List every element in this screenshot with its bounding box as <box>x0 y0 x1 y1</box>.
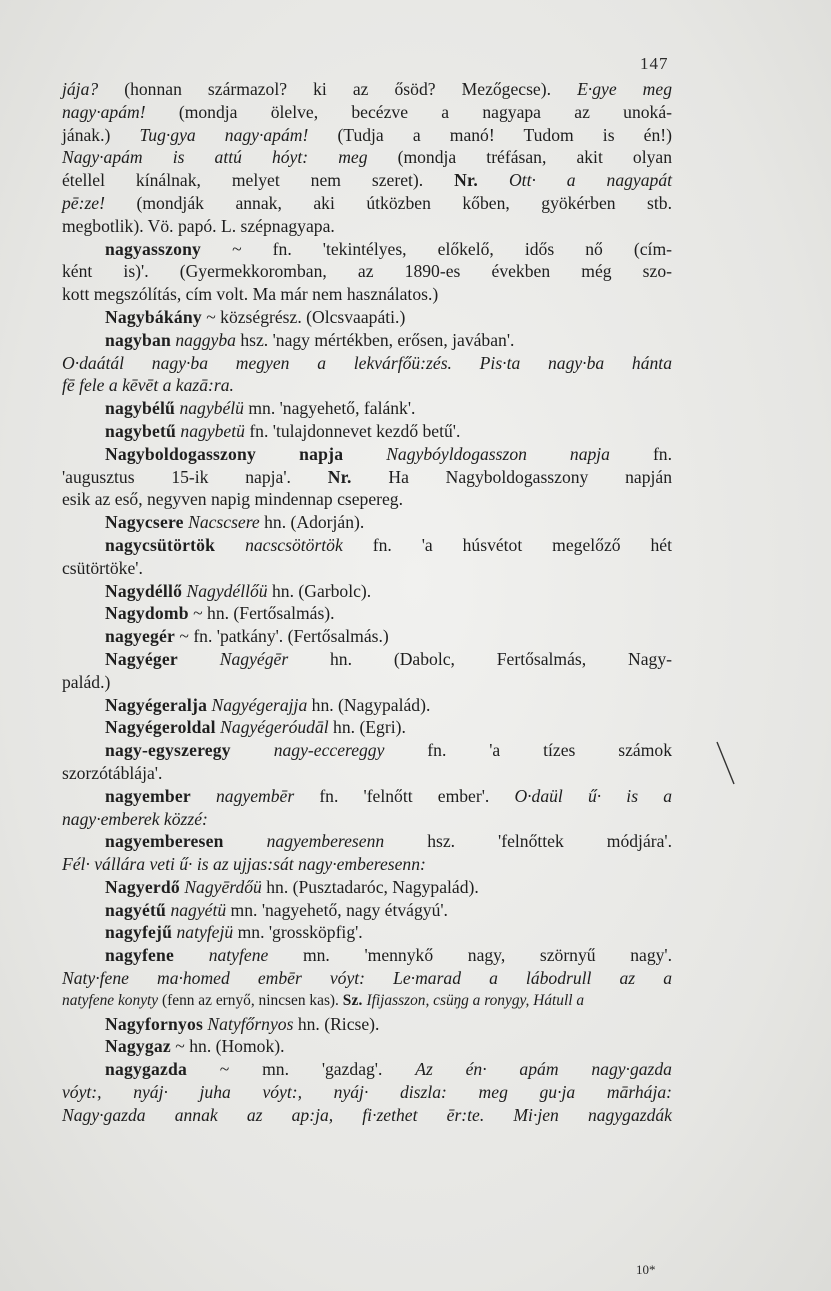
dialect-form: Ifijasszon, csüŋg a ronygy, Hátull a <box>366 991 585 1009</box>
text-segment <box>215 535 245 555</box>
dialect-form: nagyemberesenn <box>266 831 385 852</box>
text-segment: ~ fn. 'patkány'. (Fertősalmás.) <box>175 626 389 647</box>
headword: nagy-egyszeregy <box>105 740 231 761</box>
dialect-form: O·daül ű· is a <box>514 785 672 806</box>
text-segment: hn. (Nagypalád). <box>307 694 431 715</box>
text-segment: hn. (Egri). <box>328 717 406 738</box>
text-segment: mn. 'mennykő nagy, szörnyű nagy'. <box>268 945 672 966</box>
text-segment: mn. 'nagyehető, falánk'. <box>243 398 416 419</box>
headword: nagygazda <box>105 1059 187 1080</box>
entry-headline <box>62 329 672 352</box>
dialect-form: Tug·gya nagy·apám! <box>139 124 309 145</box>
text-line <box>62 762 672 785</box>
dialect-form: E·gye meg <box>577 79 672 99</box>
text-segment: fn. <box>609 443 672 464</box>
text-segment: Ha Nagyboldogasszony napján <box>351 466 673 487</box>
headword: Nagybákány <box>105 306 202 327</box>
dialect-form: Nagydéllőü <box>186 580 268 601</box>
entry-headline <box>62 306 672 329</box>
example-line <box>62 967 672 990</box>
dialect-form: nagy-eccereggy <box>273 740 385 761</box>
text-segment: (mondják annak, aki útközben kőben, gyökérben stb. <box>104 192 672 213</box>
dialect-form: Nagy·apám is attú hóyt: meg <box>62 147 368 168</box>
text-segment: ként is)'. (Gyermekkoromban, az 1890-es években még szo- <box>62 261 672 282</box>
headword: Nagyégeralja <box>105 694 208 715</box>
dialect-form: Nagyégerajja <box>211 694 308 715</box>
page-number: 147 <box>640 54 669 73</box>
dialect-form: Nagyégeróudāl <box>220 717 329 738</box>
headword: Nr. <box>327 466 352 487</box>
dialect-form: vóyt:, nyáj· juha vóyt:, nyáj· diszla: meg gu·ja mārhája: <box>62 1082 672 1103</box>
text-segment <box>224 831 267 851</box>
text-segment: fn. 'felnőtt ember'. <box>294 785 515 806</box>
entry-headline <box>62 602 672 625</box>
text-line <box>62 146 672 169</box>
text-segment: (mondja tréfásan, akit olyan <box>367 147 672 168</box>
headword: Sz. <box>342 991 363 1009</box>
margin-pencil-mark <box>714 740 738 786</box>
dialect-form: Nacscsere <box>188 512 260 533</box>
dialect-form: natyfejü <box>176 922 234 943</box>
entry-headline <box>62 1013 672 1036</box>
text-segment <box>231 740 274 760</box>
entry-headline <box>62 785 672 808</box>
headword: nagyasszony <box>105 238 202 259</box>
entry-headline <box>62 580 672 603</box>
text-segment: ~ hn. (Homok). <box>170 1036 285 1057</box>
headword: Nagycsere <box>105 512 184 533</box>
dialect-form: Naty·fene ma·homed embēr vóyt: Le·marad a lábodrull az a <box>62 968 672 989</box>
text-segment: hn. (Adorján). <box>259 512 365 533</box>
headword: Nagyfornyos <box>105 1013 203 1034</box>
dialect-form: Nagy·gazda annak az ap:ja, fi·zethet ēr:te. Mi·jen nagygazdák <box>62 1104 672 1125</box>
text-line <box>62 124 672 147</box>
entry-headline <box>62 625 672 648</box>
text-segment: hn. (Garbolc). <box>267 580 372 601</box>
text-line <box>62 169 672 192</box>
text-segment <box>343 444 386 464</box>
text-segment <box>178 649 220 669</box>
text-segment: fn. 'tulajdonnevet kezdő betű'. <box>244 420 461 441</box>
dialect-form: Nagyērdőü <box>184 876 262 897</box>
text-segment: ~ hn. (Fertősalmás). <box>188 603 335 624</box>
headword: Nagyboldogasszony napja <box>105 443 344 464</box>
text-segment <box>478 170 509 190</box>
text-line <box>62 101 672 124</box>
example-line <box>62 1081 672 1104</box>
entry-headline <box>62 443 672 466</box>
example-line <box>62 808 672 831</box>
dialect-form: natyfene <box>208 945 269 966</box>
text-segment: ~ községrész. (Olcsvaapáti.) <box>201 306 406 327</box>
headword: Nagydomb <box>105 603 189 624</box>
entry-headline <box>62 921 672 944</box>
headword: nagyfene <box>105 945 175 966</box>
text-segment: palád.) <box>62 671 111 692</box>
dialect-form: fē fele a kēvēt a kazā:ra. <box>62 375 234 396</box>
dialect-form: nacscsötörtök <box>245 534 343 555</box>
text-segment: hn. (Dabolc, Fertősalmás, Nagy- <box>288 648 672 669</box>
text-segment: hn. (Ricse). <box>293 1013 380 1034</box>
headword: nagybetű <box>105 420 177 441</box>
entry-headline <box>62 648 672 671</box>
dialect-form: pē:ze! <box>62 192 105 213</box>
text-segment: csütörtöke'. <box>62 557 143 578</box>
entry-headline <box>62 716 672 739</box>
headword: Nagydéllő <box>105 580 183 601</box>
dialect-form: Natyfőrnyos <box>207 1013 294 1034</box>
text-line <box>62 215 672 238</box>
text-segment: ~ fn. 'tekintélyes, előkelő, idős nő (cím- <box>201 238 672 259</box>
dialect-form: nagy·apám! <box>62 101 146 122</box>
headword: Nagyerdő <box>105 876 180 897</box>
dialect-form: nagyembēr <box>216 785 295 806</box>
text-segment: kott megszólítás, cím volt. Ma már nem használatos.) <box>62 284 439 305</box>
headword: Nagyéger <box>105 648 178 669</box>
dialect-form: Az én· apám nagy·gazda <box>415 1059 672 1080</box>
text-segment: fn. 'a tízes számok <box>384 740 672 761</box>
entry-headline <box>62 830 672 853</box>
entry-headline <box>62 944 672 967</box>
headword: nagybélű <box>105 398 176 419</box>
text-segment: hsz. 'felnőttek módjára'. <box>384 831 672 852</box>
text-line <box>62 488 672 511</box>
dialect-form: Fél· vállára veti ű· is az ujjas:sát nagy·emberesenn: <box>62 854 426 875</box>
text-segment: étellel kínálnak, melyet nem szeret). <box>62 170 455 191</box>
entry-headline <box>62 1035 672 1058</box>
dialect-form: Nagybóyldogasszon napja <box>386 443 610 464</box>
entry-headline <box>62 420 672 443</box>
example-line <box>62 990 672 1013</box>
example-line <box>62 352 672 375</box>
dialect-form: Ott· a nagyapát <box>508 170 673 191</box>
text-segment: megbotlik). Vö. papó. L. szépnagyapa. <box>62 215 335 236</box>
entry-headline <box>62 238 672 261</box>
dialect-form: natyfene konyty <box>62 991 159 1009</box>
entry-headline <box>62 397 672 420</box>
dictionary-text-column <box>62 78 672 1127</box>
dialect-form: jája? <box>62 79 99 99</box>
text-segment: fn. 'a húsvétot megelőző hét <box>342 534 672 555</box>
text-segment <box>191 786 216 806</box>
dialect-form: nagybetü <box>180 420 245 441</box>
text-segment: szorzótáblája'. <box>62 762 163 783</box>
text-segment: esik az eső, negyven napig mindennap csepereg. <box>62 489 403 510</box>
text-line <box>62 671 672 694</box>
text-segment: ~ mn. 'gazdag'. <box>186 1059 416 1080</box>
entry-headline <box>62 511 672 534</box>
headword: nagyemberesen <box>105 831 224 852</box>
entry-headline <box>62 534 672 557</box>
headword: nagycsütörtök <box>105 534 216 555</box>
text-segment: hsz. 'nagy mértékben, erősen, javában'. <box>235 329 515 350</box>
text-segment <box>174 945 209 965</box>
text-line <box>62 78 672 101</box>
text-line <box>62 557 672 580</box>
entry-headline <box>62 876 672 899</box>
text-segment: 'augusztus 15-ik napja'. <box>62 466 328 487</box>
headword: nagyban <box>105 329 171 350</box>
text-line <box>62 260 672 283</box>
text-segment: (mondja ölelve, becézve a nagyapa az unoká- <box>145 101 672 122</box>
dialect-form: nagy·emberek közzé: <box>62 808 208 829</box>
headword: Nagygaz <box>105 1036 171 1057</box>
text-line <box>62 192 672 215</box>
entry-headline <box>62 694 672 717</box>
text-segment: mn. 'grossköpfig'. <box>233 922 363 943</box>
text-line <box>62 466 672 489</box>
text-segment: (honnan származol? ki az ősöd? Mezőgecse). <box>98 79 578 99</box>
text-segment: hn. (Pusztadaróc, Nagypalád). <box>261 876 479 897</box>
headword: nagyegér <box>105 626 175 647</box>
dialect-form: Nagyégēr <box>219 648 289 669</box>
headword: nagyember <box>105 785 191 806</box>
headword: Nagyégeroldal <box>105 717 216 738</box>
entry-headline <box>62 1058 672 1081</box>
headword: Nr. <box>454 170 479 191</box>
text-segment: mn. 'nagyehető, nagy étvágyú'. <box>226 899 448 920</box>
example-line <box>62 374 672 397</box>
text-segment: (Tudja a manó! Tudom is én!) <box>308 124 672 145</box>
signature-mark: 10* <box>636 1262 656 1277</box>
dialect-form: nagyétü <box>170 899 227 920</box>
dialect-form: nagybélü <box>179 398 244 419</box>
headword: nagyétű <box>105 899 167 920</box>
headword: nagyfejű <box>105 922 173 943</box>
example-line <box>62 853 672 876</box>
dialect-form: O·daátál nagy·ba megyen a lekvárfőü:zés. Pis·ta nagy·ba hánta <box>62 352 672 373</box>
entry-headline <box>62 739 672 762</box>
dialect-form: naggyba <box>175 329 236 350</box>
example-line <box>62 1104 672 1127</box>
entry-headline <box>62 899 672 922</box>
text-segment: (fenn az ernyő, nincsen kas). <box>158 991 343 1009</box>
text-line <box>62 283 672 306</box>
text-segment: jának.) <box>62 124 140 145</box>
